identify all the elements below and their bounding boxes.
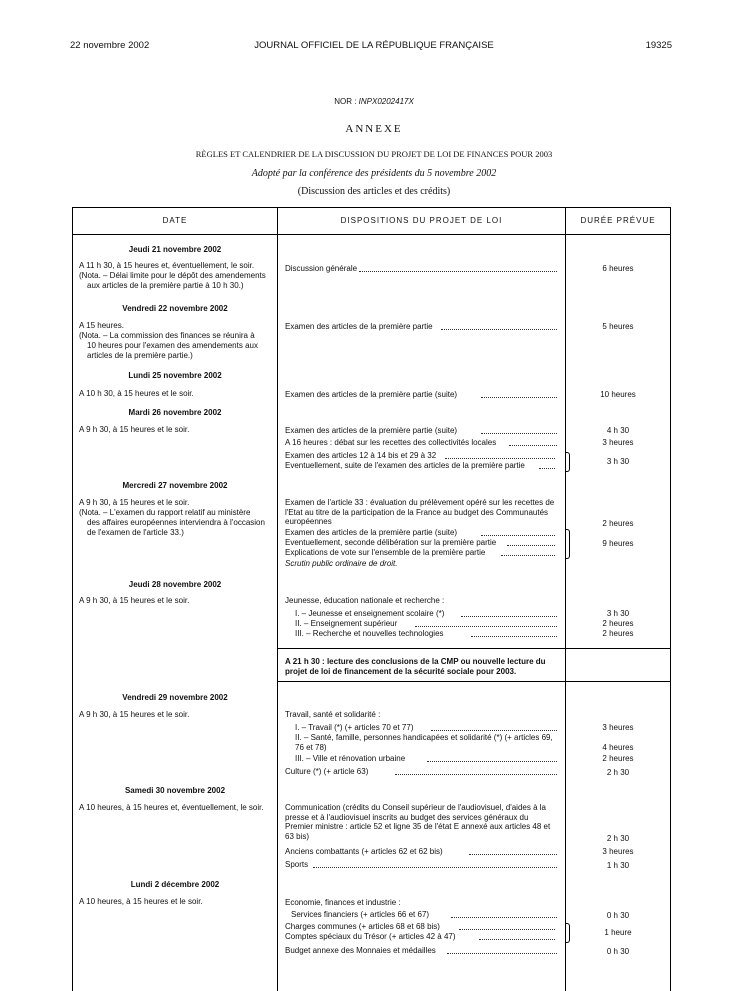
disposition-item: Services financiers (+ articles 66 et 67): [291, 910, 430, 919]
leader-dots: [461, 616, 557, 617]
duration-value: 4 h 30: [606, 426, 630, 435]
leader-dots: [471, 636, 557, 637]
duration-value: 2 h 30: [606, 768, 630, 777]
leader-dots: [359, 271, 557, 272]
leader-dots: [451, 917, 557, 918]
day-heading: Vendredi 22 novembre 2002: [122, 304, 228, 313]
disposition-item: Jeunesse, éducation nationale et recherche :: [285, 596, 445, 605]
document-subtitle: RÈGLES ET CALENDRIER DE LA DISCUSSION DU PROJET DE LOI DE FINANCES POUR 2003: [195, 149, 553, 159]
duration-value: 2 h 30: [606, 834, 630, 843]
disposition-item: Budget annexe des Monnaies et médailles: [285, 946, 436, 955]
cmp-note: A 21 h 30 : lecture des conclusions de la CMP ou nouvelle lecture du projet de loi de financement de la sécurité sociale pour 2003.: [285, 657, 546, 676]
discussion-note: (Discussion des articles et des crédits): [297, 186, 451, 197]
disposition-item: III. – Ville et rénovation urbaine: [295, 754, 406, 763]
leader-dots: [481, 535, 555, 536]
day-heading: Mardi 26 novembre 2002: [128, 408, 222, 417]
disposition-item: Economie, finances et industrie :: [285, 898, 401, 907]
date-line: des affaires européennes interviendra à l'occasion: [87, 518, 265, 527]
disposition-item: Charges communes (+ articles 68 et 68 bis): [285, 922, 440, 931]
duration-value: 3 heures: [602, 438, 634, 447]
leader-dots: [447, 953, 557, 954]
date-line: aux articles de la première partie à 10 h 30.): [87, 281, 244, 290]
leader-dots: [507, 545, 555, 546]
date-line: A 10 heures, à 15 heures et le soir.: [79, 897, 203, 906]
disposition-item: Examen des articles de la première partie (suite): [285, 426, 458, 435]
disposition-item: Communication (crédits du Conseil supérieur de l'audiovisuel, d'aides à la presse et à l'audiovisuel inscrits au budget des services généraux du Premier ministre : article 52 et ligne 35 de l'état E annexé aux articles 48 et 63 bis): [285, 803, 551, 841]
disposition-item: Sports: [285, 860, 309, 869]
date-line: A 9 h 30, à 15 heures et le soir.: [79, 596, 190, 605]
duration-value: 3 heures: [602, 847, 634, 856]
leader-dots: [539, 468, 555, 469]
day-heading: Samedi 30 novembre 2002: [124, 786, 226, 795]
header-divider: [73, 234, 670, 235]
duration-value: 1 heure: [604, 928, 632, 937]
disposition-item: III. – Recherche et nouvelles technologies: [295, 629, 444, 638]
disposition-item: Eventuellement, suite de l'examen des articles de la première partie: [285, 461, 525, 470]
day-heading: Jeudi 21 novembre 2002: [128, 245, 222, 254]
column-header-date: DATE: [162, 216, 188, 225]
disposition-item: Explications de vote sur l'ensemble de la première partie: [285, 548, 486, 557]
date-line: articles de la première partie.): [87, 351, 193, 360]
header-date: 22 novembre 2002: [70, 40, 150, 51]
disposition-item: Examen des articles de la première partie (suite): [285, 528, 458, 537]
leader-dots: [481, 433, 557, 434]
leader-dots: [479, 939, 555, 940]
leader-dots: [427, 761, 557, 762]
disposition-item: Eventuellement, seconde délibération sur la première partie: [285, 538, 497, 547]
leader-dots: [469, 854, 557, 855]
date-line: A 9 h 30, à 15 heures et le soir.: [79, 498, 190, 507]
journal-title: JOURNAL OFFICIEL DE LA RÉPUBLIQUE FRANÇAISE: [254, 40, 494, 51]
duration-value: 2 heures: [602, 629, 634, 638]
duration-value: 2 heures: [602, 619, 634, 628]
nor-label: NOR :: [334, 97, 357, 106]
duration-value: 3 h 30: [606, 457, 630, 466]
leader-dots: [445, 458, 555, 459]
disposition-item: II. – Enseignement supérieur: [295, 619, 398, 628]
disposition-item: I. – Jeunesse et enseignement scolaire (*): [295, 609, 445, 618]
day-heading: Lundi 25 novembre 2002: [128, 371, 222, 380]
duration-value: 4 heures: [602, 743, 634, 752]
date-line: A 11 h 30, à 15 heures et, éventuellement, le soir.: [79, 261, 255, 270]
leader-dots: [501, 555, 555, 556]
leader-dots: [395, 774, 557, 775]
disposition-item: Culture (*) (+ article 63): [285, 767, 369, 776]
duration-value: 3 h 30: [606, 609, 630, 618]
leader-dots: [481, 397, 557, 398]
adoption-note: Adopté par la conférence des présidents du 5 novembre 2002: [251, 168, 497, 179]
leader-dots: [431, 730, 557, 731]
leader-dots: [313, 867, 557, 868]
disposition-item: Discussion générale: [285, 264, 358, 273]
day-heading: Mercredi 27 novembre 2002: [122, 481, 228, 490]
column-header-dispositions: DISPOSITIONS DU PROJET DE LOI: [340, 216, 503, 225]
nor-reference: [0, 97, 748, 106]
disposition-item: Examen de l'article 33 : évaluation du prélèvement opéré sur les recettes de l'Etat au titre de la participation de la France au budget des Communautés européennes: [285, 498, 555, 526]
date-line: de l'examen de l'article 33.): [87, 528, 184, 537]
cmp-note-bottom-rule: [278, 681, 670, 682]
date-line: A 9 h 30, à 15 heures et le soir.: [79, 425, 190, 434]
disposition-item: Comptes spéciaux du Trésor (+ articles 42 à 47): [285, 932, 456, 941]
date-line: 10 heures pour l'examen des amendements aux: [87, 341, 258, 350]
date-line: A 9 h 30, à 15 heures et le soir.: [79, 710, 190, 719]
disposition-item: Anciens combattants (+ articles 62 et 62 bis): [285, 847, 443, 856]
disposition-item: A 16 heures : débat sur les recettes des collectivités locales: [285, 438, 497, 447]
day-heading: Vendredi 29 novembre 2002: [122, 693, 228, 702]
date-line: A 10 heures, à 15 heures et, éventuellement, le soir.: [79, 803, 264, 812]
disposition-item: Examen des articles de la première partie (suite): [285, 390, 458, 399]
duration-value: 0 h 30: [606, 947, 630, 956]
disposition-item: Travail, santé et solidarité :: [285, 710, 381, 719]
date-line: A 10 h 30, à 15 heures et le soir.: [79, 389, 194, 398]
duration-value: 2 heures: [602, 754, 634, 763]
duration-value: 1 h 30: [606, 861, 630, 870]
date-line: (Nota. – Délai limite pour le dépôt des amendements: [79, 271, 266, 280]
leader-dots: [441, 329, 557, 330]
annexe-heading: ANNEXE: [345, 123, 403, 135]
day-heading: Lundi 2 décembre 2002: [130, 880, 220, 889]
duration-value: 6 heures: [602, 264, 634, 273]
date-line: (Nota. – La commission des finances se réunira à: [79, 331, 255, 340]
leader-dots: [509, 445, 557, 446]
disposition-item: II. – Santé, famille, personnes handicapées et solidarité (*) (+ articles 69, 76 et 78): [295, 733, 553, 752]
leader-dots: [415, 626, 557, 627]
disposition-item: Examen des articles de la première partie: [285, 322, 433, 331]
column-divider: [277, 208, 278, 991]
schedule-table: [72, 207, 671, 991]
duration-value: 3 heures: [602, 723, 634, 732]
duration-value: 2 heures: [602, 519, 634, 528]
duration-value: 5 heures: [602, 322, 634, 331]
leader-dots: [459, 929, 555, 930]
nor-code: INPX0202417X: [358, 97, 414, 106]
date-line: A 15 heures.: [79, 321, 124, 330]
column-header-duree: DURÉE PRÉVUE: [580, 216, 656, 225]
duration-value: 9 heures: [602, 539, 634, 548]
duration-value: 10 heures: [600, 390, 636, 399]
cmp-note-top-rule: [278, 648, 670, 649]
disposition-item: I. – Travail (*) (+ articles 70 et 77): [295, 723, 414, 732]
page-header: [0, 40, 748, 56]
disposition-item: Examen des articles 12 à 14 bis et 29 à 32: [285, 451, 437, 460]
disposition-item: Scrutin public ordinaire de droit.: [285, 559, 398, 568]
day-heading: Jeudi 28 novembre 2002: [128, 580, 222, 589]
duration-value: 0 h 30: [606, 911, 630, 920]
page-number: 19325: [645, 40, 672, 51]
date-line: (Nota. – L'examen du rapport relatif au ministère: [79, 508, 251, 517]
